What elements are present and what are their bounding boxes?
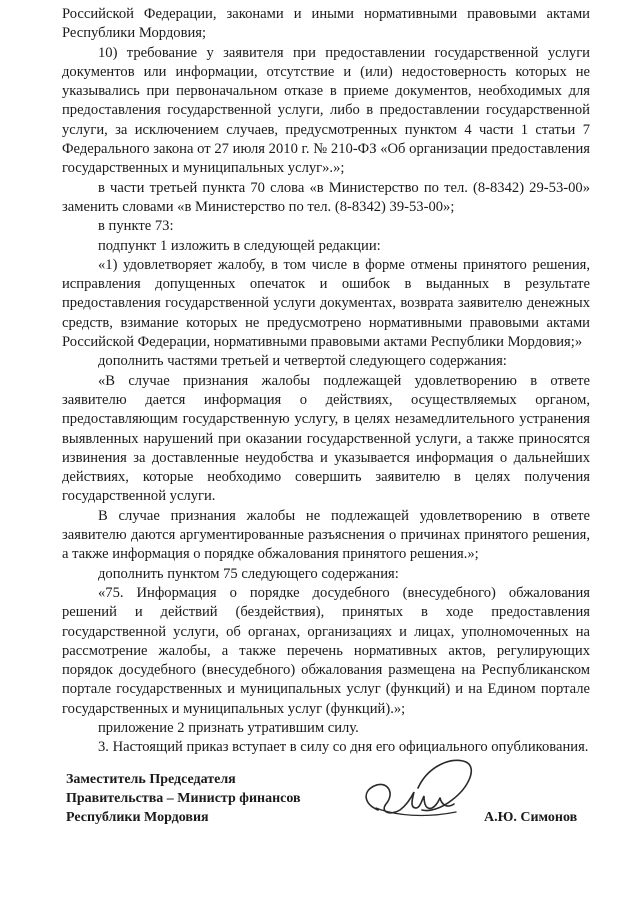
document-paragraph: дополнить пунктом 75 следующего содержания: [98, 565, 399, 582]
document-paragraph: В случае признания жалобы не подлежащей удовлетворению в ответе заявителю даются аргументированные разъяснения о причинах принятого решения, а также информация о порядке обжалования принятого решения.»; [62, 507, 590, 563]
document-body [62, 5, 590, 758]
signature-block [66, 770, 586, 830]
document-paragraph: «75. Информация о порядке досудебного (внесудебного) обжалования решений и действий (бездействия), принятых в ходе предоставления государственной услуги, об органах, организациях и лицах, уполномоченных на рассмотрение жалобы, а также перечень нормативных актов, регулирующих порядок досудебного (внесудебного) обжалования размещена на Республиканском портале государственных и муниципальных услуг (функций) и на Едином портале государственных и муниципальных услуг (функций).»; [62, 584, 590, 717]
document-paragraph: приложение 2 признать утратившим силу. [98, 719, 359, 736]
document-paragraph: 10) требование у заявителя при предоставлении государственной услуги документов или информации, отсутствие и (или) недостоверность которых не указывались при первоначальном отказе в приеме документов, необходимых для предоставления государственной услуги, либо в предоставлении государственной услуги, за исключением случаев, предусмотренных пунктом 4 части 1 статьи 7 Федерального закона от 27 июля 2010 г. № 210-ФЗ «Об организации предоставления государственных и муниципальных услуг».»; [62, 44, 590, 177]
document-paragraph: подпункт 1 изложить в следующей редакции: [98, 237, 381, 254]
document-paragraph: в пункте 73: [98, 218, 174, 235]
signatory-name: А.Ю. Симонов [484, 810, 578, 825]
signatory-position [66, 770, 301, 827]
signatory-position-line: Правительства – Министр финансов [66, 791, 301, 806]
document-paragraph: 3. Настоящий приказ вступает в силу со дня его официального опубликования. [98, 739, 589, 756]
document-paragraph: «1) удовлетворяет жалобу, в том числе в форме отмены принятого решения, исправления допущенных опечаток и ошибок в выданных в результате предоставления государственной услуги документах, возврата заявителю денежных средств, взимание которых не предусмотрено нормативными правовыми актами Российской Федерации, нормативными правовыми актами Республики Мордовия;» [62, 256, 590, 351]
document-paragraph: «В случае признания жалобы подлежащей удовлетворению в ответе заявителю дается информация о действиях, осуществляемых органом, предоставляющим государственную услугу, в целях незамедлительного устранения выявленных нарушений при оказании государственной услуги, а также приносятся извинения за доставленные неудобства и указывается информация о дальнейших действиях, которые необходимо совершить заявителю в целях получения государственной услуги. [62, 372, 590, 505]
document-paragraph: Российской Федерации, законами и иными нормативными правовыми актами Республики Мордовия; [62, 6, 590, 42]
signatory-position-line: Республики Мордовия [66, 810, 209, 825]
document-paragraph: в части третьей пункта 70 слова «в Министерство по тел. (8-8342) 29-53-00» заменить словами «в Министерство по тел. (8-8342) 39-53-00»; [62, 179, 590, 215]
document-paragraph: дополнить частями третьей и четвертой следующего содержания: [98, 353, 507, 370]
handwritten-signature [356, 752, 476, 832]
signatory-position-line: Заместитель Председателя [66, 772, 236, 787]
